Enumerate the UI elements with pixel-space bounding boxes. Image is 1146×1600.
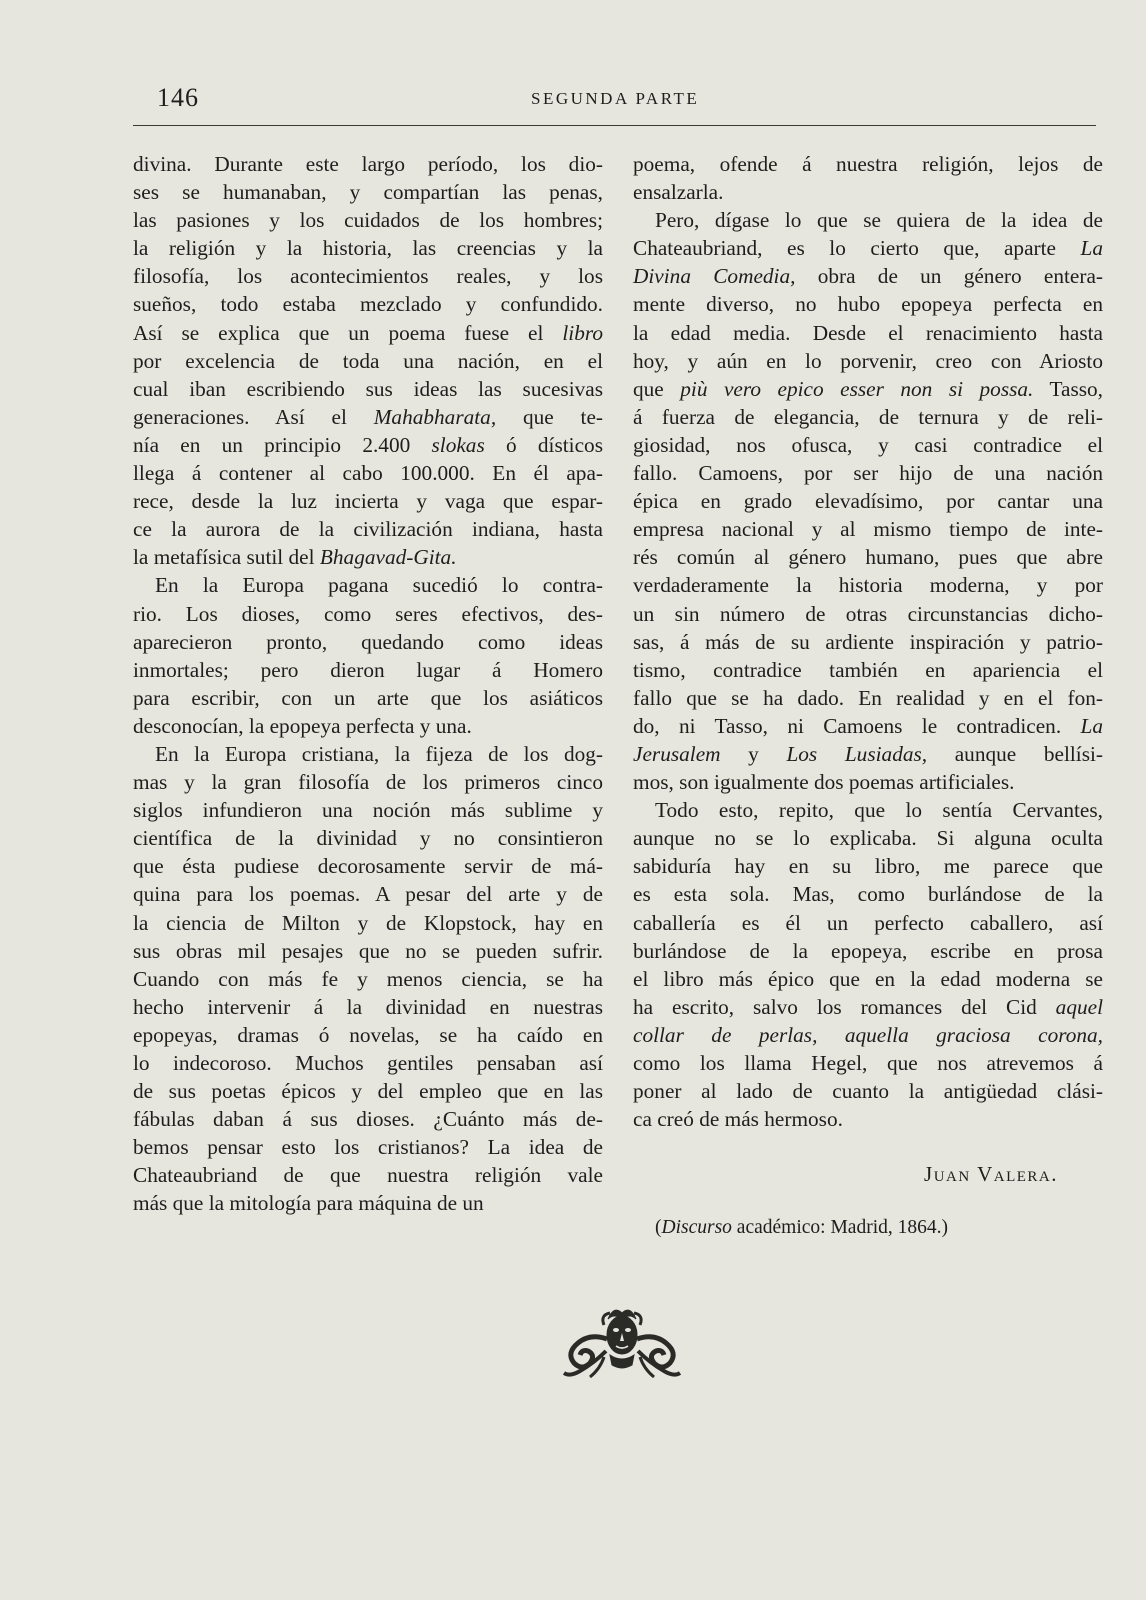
right-column-line: do, ni Tasso, ni Camoens le contradicen. La	[633, 713, 1103, 738]
left-column-line: inmortales; pero dieron lugar á Homero	[133, 657, 603, 682]
running-head: SEGUNDA PARTE	[531, 89, 700, 108]
right-column-line: sabiduría hay en su libro, me parece que	[633, 854, 1103, 879]
right-column-line: Divina Comedia, obra de un género entera-	[633, 264, 1103, 289]
italic-phrase: Los Lusiadas,	[786, 741, 928, 766]
left-column-line: científica de la divinidad y no consintieron	[133, 826, 603, 851]
header-rule	[133, 125, 1096, 126]
left-column-line: Chateaubriand de que nuestra religión vale	[133, 1163, 603, 1188]
right-column-line: giosidad, nos ofusca, y casi contradice el	[633, 432, 1103, 457]
mask-scroll-ornament-icon	[560, 1305, 684, 1381]
left-column-line: para escribir, con un arte que los asiáticos	[133, 685, 603, 710]
right-column-line: poner al lado de cuanto la antigüedad clási-	[633, 1079, 1103, 1104]
right-column	[633, 150, 1103, 1133]
left-column-line: desconocían, la epopeya perfecta y una.	[133, 713, 472, 738]
left-column-line: la metafísica sutil del Bhagavad-Gita.	[133, 545, 457, 570]
left-column-line: lo indecoroso. Muchos gentiles pensaban así	[133, 1051, 603, 1075]
italic-phrase: Bhagavad-Gita.	[319, 545, 457, 570]
source-rest: académico: Madrid, 1864.)	[731, 1217, 948, 1238]
left-column-line: llega á contener al cabo 100.000. En él apa-	[133, 461, 603, 486]
right-column-line: caballería es él un perfecto caballero, así	[633, 910, 1103, 935]
right-column-line: es esta sola. Mas, como burlándose de la	[633, 882, 1103, 907]
left-column-line: de sus poetas épicos y del empleo que en las	[133, 1079, 603, 1104]
left-column-line: más que la mitología para máquina de un	[133, 1191, 484, 1216]
right-column-line: mos, son igualmente dos poemas artificiales.	[633, 770, 1015, 795]
right-column-line: fallo. Camoens, por ser hijo de una nación	[633, 461, 1103, 486]
right-column-line: empresa nacional y al mismo tiempo de inte-	[633, 517, 1103, 542]
right-column-line: ca creó de más hermoso.	[633, 1107, 843, 1132]
left-column-line: filosofía, los acontecimientos reales, y los	[133, 264, 603, 289]
page-header	[133, 83, 1096, 123]
right-column-line: fallo que se ha dado. En realidad y en el fon-	[633, 685, 1103, 710]
left-column-line: aparecieron pronto, quedando como ideas	[133, 629, 603, 654]
source-italic-word: Discurso	[661, 1217, 732, 1238]
italic-phrase: libro	[562, 320, 603, 345]
right-column-line: Jerusalem y Los Lusiadas, aunque bellísi-	[633, 741, 1104, 766]
left-column-line: epopeyas, dramas ó novelas, se ha caído en	[133, 1022, 603, 1047]
left-column-line: sueños, todo estaba mezclado y confundido.	[133, 292, 603, 317]
right-column-line: Todo esto, repito, que lo sentía Cervantes,	[655, 798, 1103, 823]
right-column-line: Chateaubriand, es lo cierto que, aparte La	[633, 236, 1103, 261]
left-column-line: fábulas daban á sus dioses. ¿Cuánto más de-	[133, 1107, 603, 1132]
right-column-line: á fuerza de elegancia, de ternura y de reli-	[633, 404, 1103, 429]
left-column-line: la religión y la historia, las creencias y la	[133, 236, 603, 261]
italic-phrase: collar de perlas, aquella graciosa corona,	[633, 1022, 1103, 1047]
italic-phrase: slokas	[431, 432, 485, 457]
left-column-line: nía en un principio 2.400 slokas ó dísticos	[133, 432, 603, 457]
right-column-line: mente diverso, no hubo epopeya perfecta en	[633, 292, 1103, 317]
source-open-paren: (	[655, 1217, 662, 1238]
italic-phrase: Mahabharata,	[373, 404, 497, 429]
right-column-line: como los llama Hegel, que nos atrevemos á	[633, 1051, 1103, 1075]
left-column-line: la ciencia de Milton y de Klopstock, hay en	[133, 910, 603, 935]
left-column-line: quina para los poemas. A pesar del arte y de	[133, 882, 603, 907]
left-column-line: que ésta pudiese decorosamente servir de má-	[133, 854, 603, 879]
left-column-line: generaciones. Así el Mahabharata, que te-	[133, 404, 603, 429]
italic-phrase: Jerusalem	[633, 741, 721, 766]
right-column-line: la edad media. Desde el renacimiento hasta	[633, 320, 1103, 345]
right-column-line: burlándose de la epopeya, escribe en prosa	[633, 938, 1103, 963]
right-column-line: un sin número de otras circunstancias dicho-	[633, 601, 1103, 626]
right-column-line: Pero, dígase lo que se quiera de la idea de	[655, 208, 1103, 233]
right-column-line: poema, ofende á nuestra religión, lejos de	[633, 152, 1103, 176]
left-column	[133, 150, 603, 1218]
italic-phrase: più vero epico esser non si possa.	[680, 376, 1034, 401]
left-column-line: sus obras mil pesajes que no se pueden sufrir.	[133, 938, 603, 963]
right-column-line: verdaderamente la historia moderna, y por	[633, 573, 1103, 598]
left-column-line: rece, desde la luz incierta y vaga que espar-	[133, 489, 603, 514]
italic-phrase: aquel	[1055, 994, 1103, 1019]
left-column-line: Cuando con más fe y menos ciencia, se ha	[133, 966, 603, 991]
source-citation	[655, 1217, 948, 1239]
right-column-line	[633, 1021, 1103, 1049]
italic-phrase: La	[1080, 236, 1103, 261]
left-column-line: divina. Durante este largo período, los dio-	[133, 152, 603, 176]
italic-phrase: Divina Comedia,	[633, 264, 796, 289]
left-column-line: Así se explica que un poema fuese el libro	[133, 320, 603, 345]
right-column-line: el libro más épico que en la edad moderna se	[633, 966, 1103, 991]
right-column-line: tismo, contradice también en apariencia el	[633, 657, 1103, 682]
right-column-line: sas, á más de su ardiente inspiración y patrio-	[633, 629, 1103, 654]
left-column-line: las pasiones y los cuidados de los hombres;	[133, 208, 603, 233]
left-column-line: por excelencia de toda una nación, en el	[133, 348, 603, 373]
left-column-line: bemos pensar esto los cristianos? La idea de	[133, 1135, 603, 1160]
right-column-line: aunque no se lo explicaba. Si alguna oculta	[633, 826, 1103, 851]
italic-phrase: La	[1080, 713, 1103, 738]
right-column-line: que più vero epico esser non si possa. Tasso,	[633, 376, 1104, 401]
author-signature: Juan Valera.	[924, 1162, 1058, 1186]
right-column-line: hoy, y aún en lo porvenir, creo con Ariosto	[633, 348, 1103, 373]
left-column-line: cual iban escribiendo sus ideas las sucesivas	[133, 376, 603, 401]
left-column-line: ce la aurora de la civilización indiana, hasta	[133, 517, 603, 542]
page-number: 146	[157, 83, 199, 112]
left-column-line: hecho intervenir á la divinidad en nuestras	[133, 994, 603, 1019]
left-column-line: En la Europa cristiana, la fijeza de los dog-	[155, 741, 603, 766]
right-column-line: ha escrito, salvo los romances del Cid aquel	[633, 994, 1103, 1019]
right-column-line: rés común al género humano, pues que abre	[633, 545, 1103, 570]
right-column-line: ensalzarla.	[633, 180, 724, 205]
left-column-line: rio. Los dioses, como seres efectivos, des-	[133, 601, 603, 626]
left-column-line: ses se humanaban, y compartían las penas,	[133, 180, 603, 205]
left-column-line: siglos infundieron una noción más sublime y	[133, 798, 603, 823]
left-column-line: mas y la gran filosofía de los primeros cinco	[133, 770, 603, 795]
right-column-line: épica en grado elevadísimo, por cantar una	[633, 489, 1103, 514]
left-column-line: En la Europa pagana sucedió lo contra-	[155, 573, 603, 598]
